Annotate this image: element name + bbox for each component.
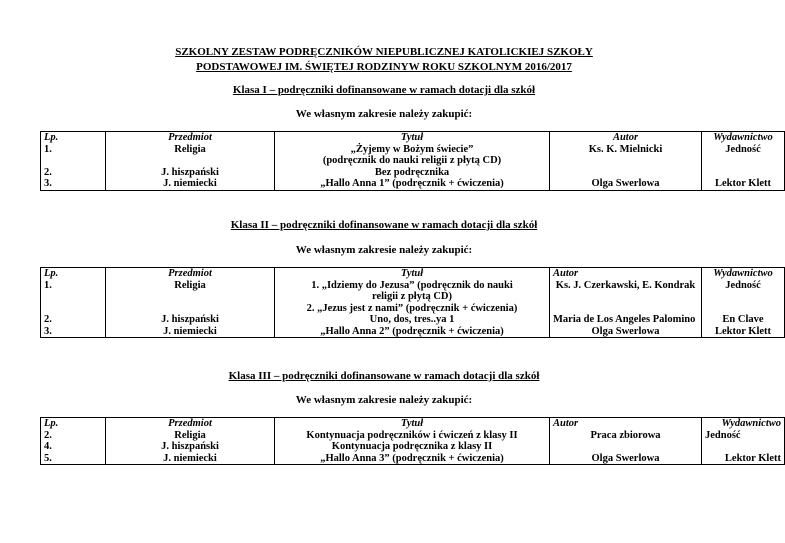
col-przedmiot-header: Przedmiot — [106, 268, 275, 280]
cell-przedmiot: J. hiszpański — [106, 441, 275, 453]
section-subheading-klasa-3: We własnym zakresie należy zakupić: — [295, 394, 473, 406]
cell-tytul: Bez podręcznika — [275, 167, 550, 179]
col-przedmiot-header: Przedmiot — [106, 132, 275, 144]
table-row — [41, 144, 785, 156]
cell-tytul: „Hallo Anna 1” (podręcznik + ćwiczenia) — [275, 178, 550, 190]
table-row — [41, 291, 785, 303]
cell-autor: Olga Swerlowa — [550, 326, 702, 338]
cell-wydawnictwo: Jedność — [702, 144, 785, 156]
cell-lp: 2. — [41, 314, 106, 326]
table-klasa-2 — [40, 267, 785, 338]
cell-przedmiot: J. hiszpański — [106, 314, 275, 326]
cell-autor: Ks. K. Mielnicki — [550, 144, 702, 156]
cell-wydawnictwo — [702, 167, 785, 179]
table-row — [41, 453, 785, 465]
cell-wydawnictwo — [702, 441, 785, 453]
cell-autor — [550, 167, 702, 179]
cell-autor: Olga Swerlowa — [550, 178, 702, 190]
cell-lp: 5. — [41, 453, 106, 465]
cell-tytul: „Żyjemy w Bożym świecie” — [275, 144, 550, 156]
cell-przedmiot: Religia — [106, 430, 275, 442]
cell-lp: 1. — [41, 280, 106, 292]
table-row — [41, 303, 785, 315]
cell-przedmiot: J. hiszpański — [106, 167, 275, 179]
cell-lp: 1. — [41, 144, 106, 156]
col-tytul-header: Tytuł — [275, 132, 550, 144]
table-header-row — [41, 418, 785, 430]
cell-tytul: Kontynuacja podręczników i ćwiczeń z klasy II — [275, 430, 550, 442]
cell-wydawnictwo: Lektor Klett — [702, 326, 785, 338]
section-subheading-klasa-2: We własnym zakresie należy zakupić: — [295, 244, 473, 256]
section-subheading-klasa-1: We własnym zakresie należy zakupić: — [295, 108, 473, 120]
col-przedmiot-header: Przedmiot — [106, 418, 275, 430]
table-row — [41, 167, 785, 179]
table-row — [41, 430, 785, 442]
cell-wydawnictwo: En Clave — [702, 314, 785, 326]
cell-przedmiot: J. niemiecki — [106, 178, 275, 190]
table-row — [41, 441, 785, 453]
table-row — [41, 280, 785, 292]
col-lp-header: Lp. — [41, 418, 106, 430]
cell-lp: 3. — [41, 326, 106, 338]
cell-lp: 3. — [41, 178, 106, 190]
table-klasa-1 — [40, 131, 785, 191]
cell-wydawnictwo: Jedność — [702, 280, 785, 292]
table-klasa-3 — [40, 417, 785, 465]
table-header-row — [41, 268, 785, 280]
cell-wydawnictwo: Lektor Klett — [702, 453, 785, 465]
cell-tytul: „Hallo Anna 3” (podręcznik + ćwiczenia) — [275, 453, 550, 465]
section-heading-klasa-2: Klasa II – podręczniki dofinansowane w ramach dotacji dla szkół — [230, 219, 538, 231]
cell-wydawnictwo: Jedność — [702, 430, 785, 442]
col-wydawnictwo-header: Wydawnictwo — [702, 268, 785, 280]
col-autor-header: Autor — [550, 132, 702, 144]
cell-przedmiot: Religia — [106, 144, 275, 156]
col-wydawnictwo-header: Wydawnictwo — [702, 132, 785, 144]
cell-wydawnictwo: Lektor Klett — [702, 178, 785, 190]
cell-autor: Ks. J. Czerkawski, E. Kondrak — [550, 280, 702, 292]
cell-autor: Olga Swerlowa — [550, 453, 702, 465]
table-row — [41, 314, 785, 326]
cell-lp: 2. — [41, 167, 106, 179]
cell-autor: Praca zbiorowa — [550, 430, 702, 442]
cell-tytul-line2: (podręcznik do nauki religii z płytą CD) — [275, 155, 550, 167]
section-heading-klasa-3: Klasa III – podręczniki dofinansowane w ramach dotacji dla szkół — [228, 370, 540, 382]
table-row — [41, 155, 785, 167]
cell-autor — [550, 441, 702, 453]
cell-lp: 4. — [41, 441, 106, 453]
cell-tytul: 1. „Idziemy do Jezusa” (podręcznik do nauki — [275, 280, 550, 292]
section-heading-klasa-1: Klasa I – podręczniki dofinansowane w ramach dotacji dla szkół — [232, 84, 536, 96]
document-title-line2: PODSTAWOWEJ IM. ŚWIĘTEJ RODZINYW ROKU SZKOLNYM 2016/2017 — [196, 61, 572, 73]
table-row — [41, 178, 785, 190]
cell-autor: Maria de Los Angeles Palomino — [550, 314, 702, 326]
cell-tytul: „Hallo Anna 2” (podręcznik + ćwiczenia) — [275, 326, 550, 338]
col-wydawnictwo-header: Wydawnictwo — [702, 418, 785, 430]
cell-tytul: Kontynuacja podręcznika z klasy II — [275, 441, 550, 453]
col-tytul-header: Tytuł — [275, 418, 550, 430]
col-autor-header: Autor — [550, 268, 702, 280]
cell-tytul-line2: religii z płytą CD) — [275, 291, 550, 303]
cell-przedmiot: J. niemiecki — [106, 453, 275, 465]
col-lp-header: Lp. — [41, 268, 106, 280]
table-row — [41, 326, 785, 338]
cell-lp: 2. — [41, 430, 106, 442]
cell-tytul: Uno, dos, tres..ya 1 — [275, 314, 550, 326]
col-tytul-header: Tytuł — [275, 268, 550, 280]
col-autor-header: Autor — [550, 418, 702, 430]
col-lp-header: Lp. — [41, 132, 106, 144]
document-title-line1: SZKOLNY ZESTAW PODRĘCZNIKÓW NIEPUBLICZNEJ KATOLICKIEJ SZKOŁY — [175, 46, 593, 58]
cell-przedmiot: J. niemiecki — [106, 326, 275, 338]
table-header-row — [41, 132, 785, 144]
cell-przedmiot: Religia — [106, 280, 275, 292]
cell-tytul-line3: 2. „Jezus jest z nami” (podręcznik + ćwiczenia) — [275, 303, 550, 315]
